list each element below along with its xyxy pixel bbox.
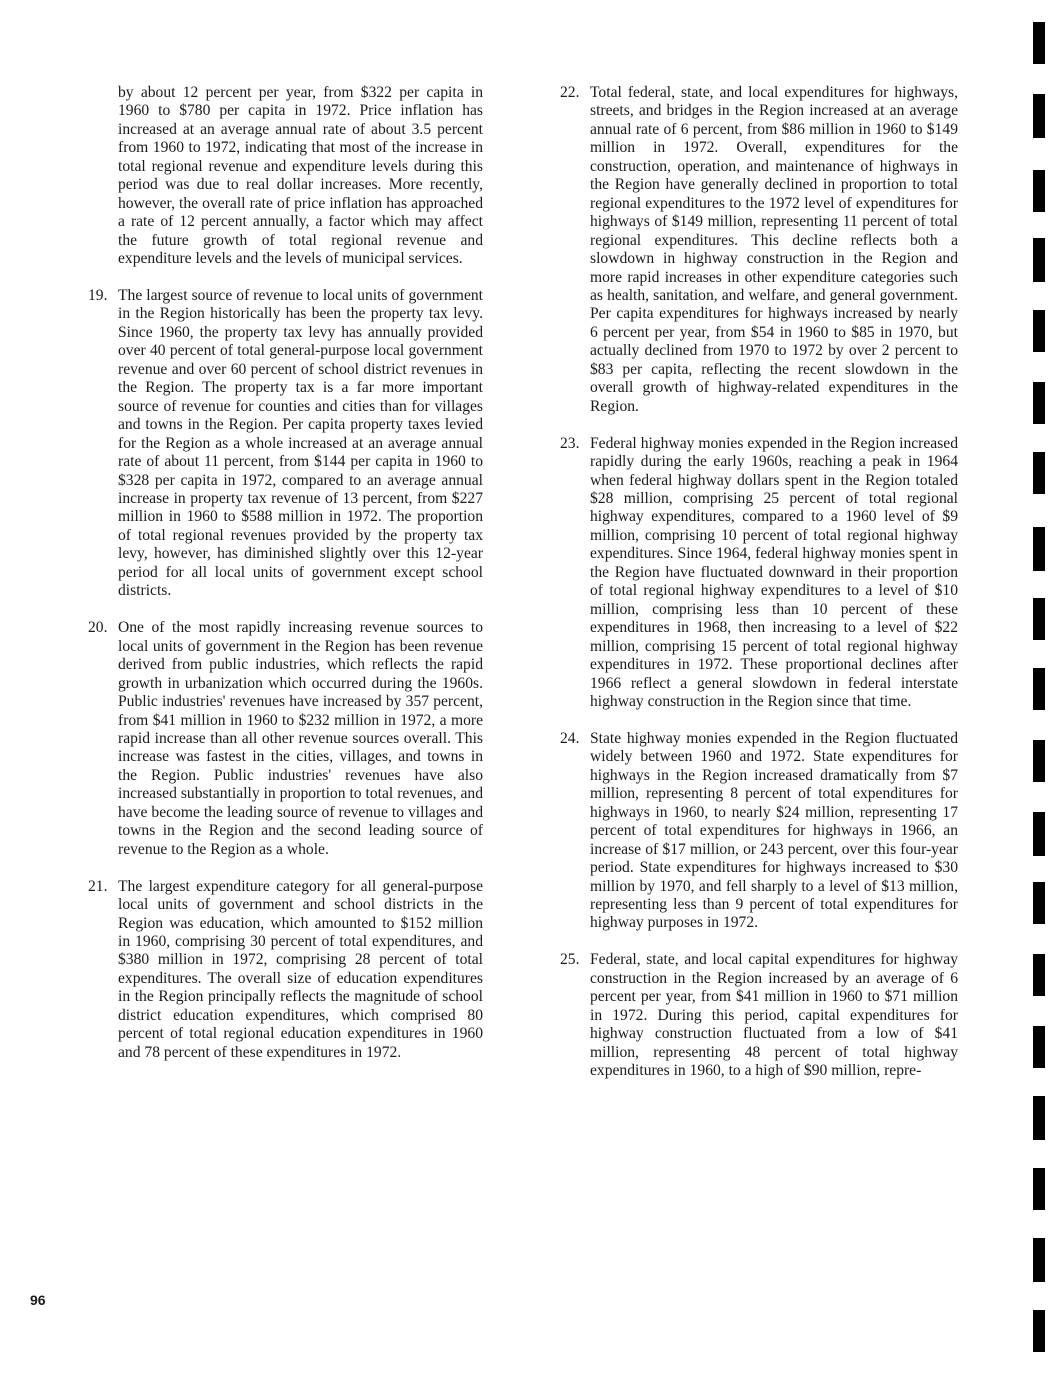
paragraph-22 — [560, 84, 958, 416]
paragraph-number: 19. — [88, 287, 108, 305]
paragraph-text: Federal, state, and local capital expenditures for highway construction in the Region increased by an average of 6 percent per year, from $41 million in 1960 to $71 million in 1972. During this period, capital expenditures for highway construction fluctuated from a low of $41 million, representing 48 percent of total highway expenditures in 1960, to a high of $90 million, repre- — [590, 951, 958, 1080]
left-column — [88, 84, 483, 1081]
paragraph-number: 24. — [560, 729, 580, 747]
scan-edge-mark — [1033, 812, 1045, 856]
paragraph-text: The largest expenditure category for all general-purpose local units of government and school districts in the Region was education, which amounted to $152 million in 1960, comprising 30 percent of total expenditures, and $380 million in 1972, comprising 28 percent of total expenditures. The overall size of education expenditures in the Region principally reflects the magnitude of school district education expenditures, which comprised 80 percent of total regional education expenditures in 1960 and 78 percent of these expenditures in 1972. — [118, 877, 483, 1061]
paragraph-text: Total federal, state, and local expenditures for highways, streets, and bridges in the Region increased at an average annual rate of 6 percent, from $86 million in 1960 to $149 million in 1972. Overall, expenditures for the construction, operation, and maintenance of highways in the Region have generally declined in proportion to total regional expenditures to the 1972 level of expenditures for highways of $149 million, representing 11 percent of total regional expenditures. This decline reflects both a slowdown in highway construction in the Region and more rapid increases in other expenditure categories such as health, sanitation, and welfare, and general government. Per capita expenditures for highways increased by nearly 6 percent per year, from $54 in 1960 to $85 in 1970, but actually declined from 1970 to 1972 by over 2 percent to $83 per capita, reflecting the recent slowdown in the overall growth of highway-related expenditures in the Region. — [590, 84, 958, 415]
paragraph-21 — [88, 878, 483, 1063]
paragraph-text: Federal highway monies expended in the Region increased rapidly during the early 1960s, reaching a peak in 1964 when federal highway dollars spent in the Region totaled $28 million, comprising 25 percent of total regional highway expenditures, compared to a 1960 level of $9 million, comprising 10 percent of total regional highway expenditures. Since 1964, federal highway monies spent in the Region have fluctuated downward in their proportion of total regional highway expenditures to a level of $10 million, comprising less than 10 percent of these expenditures in 1968, then increasing to a level of $22 million, comprising 15 percent of total regional highway expenditures in 1972. These proportional declines after 1966 reflect a general slowdown in federal interstate highway construction in the Region since that time. — [590, 434, 958, 710]
paragraph-25 — [560, 951, 958, 1080]
right-column — [560, 84, 958, 1099]
scan-edge-mark — [1033, 1168, 1045, 1210]
scan-edge-mark — [1033, 310, 1045, 352]
scan-edge-mark — [1033, 1238, 1045, 1282]
page-number: 96 — [30, 1292, 46, 1308]
paragraph-20 — [88, 619, 483, 859]
paragraph-24 — [560, 730, 958, 933]
paragraph-number: 20. — [88, 619, 108, 637]
paragraph-number: 21. — [88, 877, 108, 895]
scan-edge-mark — [1033, 882, 1045, 924]
paragraph-text: One of the most rapidly increasing revenue sources to local units of government in the Region has been revenue derived from public industries, which reflects the rapid growth in urbanization which occurred during the 1960s. Public industries' revenues have increased by 357 percent, from $41 million in 1960 to $232 million in 1972, a more rapid increase than all other revenue sources overall. This increase was fastest in the cities, villages, and towns in the Region. Public industries' revenues have also increased substantially in proportion to total revenues, and have become the leading source of revenue to villages and towns in the Region and the second leading source of revenue to the Region as a whole. — [118, 619, 483, 858]
scan-edge-mark — [1033, 527, 1045, 571]
scan-edge-mark — [1033, 1026, 1045, 1068]
scan-edge-mark — [1033, 452, 1045, 494]
scan-edge-mark — [1033, 94, 1045, 138]
paragraph-23 — [560, 435, 958, 712]
scan-edge-mark — [1033, 598, 1045, 640]
scan-edge-marks — [1033, 0, 1053, 1379]
paragraph-19 — [88, 287, 483, 601]
continued-paragraph: by about 12 percent per year, from $322 per capita in 1960 to $780 per capita in 1972. Price inflation has increased at an average annual rate of about 3.5 percent from 1960 to 1972, indicating that most of the increase in total regional revenue and expenditure levels during this period was due to real dollar increases. More recently, however, the overall rate of price inflation has approached a rate of 12 percent annually, a factor which may affect the future growth of total regional revenue and expenditure levels and the levels of municipal services. — [118, 84, 483, 268]
paragraph-text: State highway monies expended in the Region fluctuated widely between 1960 and 1972. State expenditures for highways in the Region increased dramatically from $7 million, representing 8 percent of total expenditures for highways in 1960, to nearly $24 million, representing 17 percent of total expenditures for highways in 1966, an increase of $17 million, or 243 percent, over this four-year period. State expenditures for highways increased to $30 million by 1970, and fell sharply to a level of $13 million, representing less than 9 percent of total expenditures for highway purposes in 1972. — [590, 729, 958, 932]
paragraph-number: 23. — [560, 434, 580, 452]
scan-edge-mark — [1033, 22, 1045, 64]
scan-edge-mark — [1033, 238, 1045, 282]
scan-edge-mark — [1033, 1096, 1045, 1140]
scan-edge-mark — [1033, 1310, 1045, 1352]
paragraph-number: 25. — [560, 951, 580, 969]
scan-edge-mark — [1033, 954, 1045, 996]
scan-edge-mark — [1033, 668, 1045, 710]
scan-edge-mark — [1033, 382, 1045, 424]
paragraph-text: The largest source of revenue to local units of government in the Region historically has been the property tax levy. Since 1960, the property tax levy has annually provided over 40 percent of total general-purpose local government revenue and over 60 percent of school district revenues in the Region. The property tax is a far more important source of revenue for counties and cities than for villages and towns in the Region. Per capita property taxes levied for the Region as a whole increased at an average annual rate of about 11 percent, from $144 per capita in 1960 to $328 per capita in 1972, compared to an average annual increase in property tax revenue of 13 percent, from $227 million in 1960 to $588 million in 1972. The proportion of total regional revenues provided by the property tax levy, however, has diminished slightly over this 12-year period for all local units of government except school districts. — [118, 287, 483, 600]
paragraph-number: 22. — [560, 84, 580, 101]
scan-edge-mark — [1033, 170, 1045, 212]
scan-edge-mark — [1033, 740, 1045, 782]
